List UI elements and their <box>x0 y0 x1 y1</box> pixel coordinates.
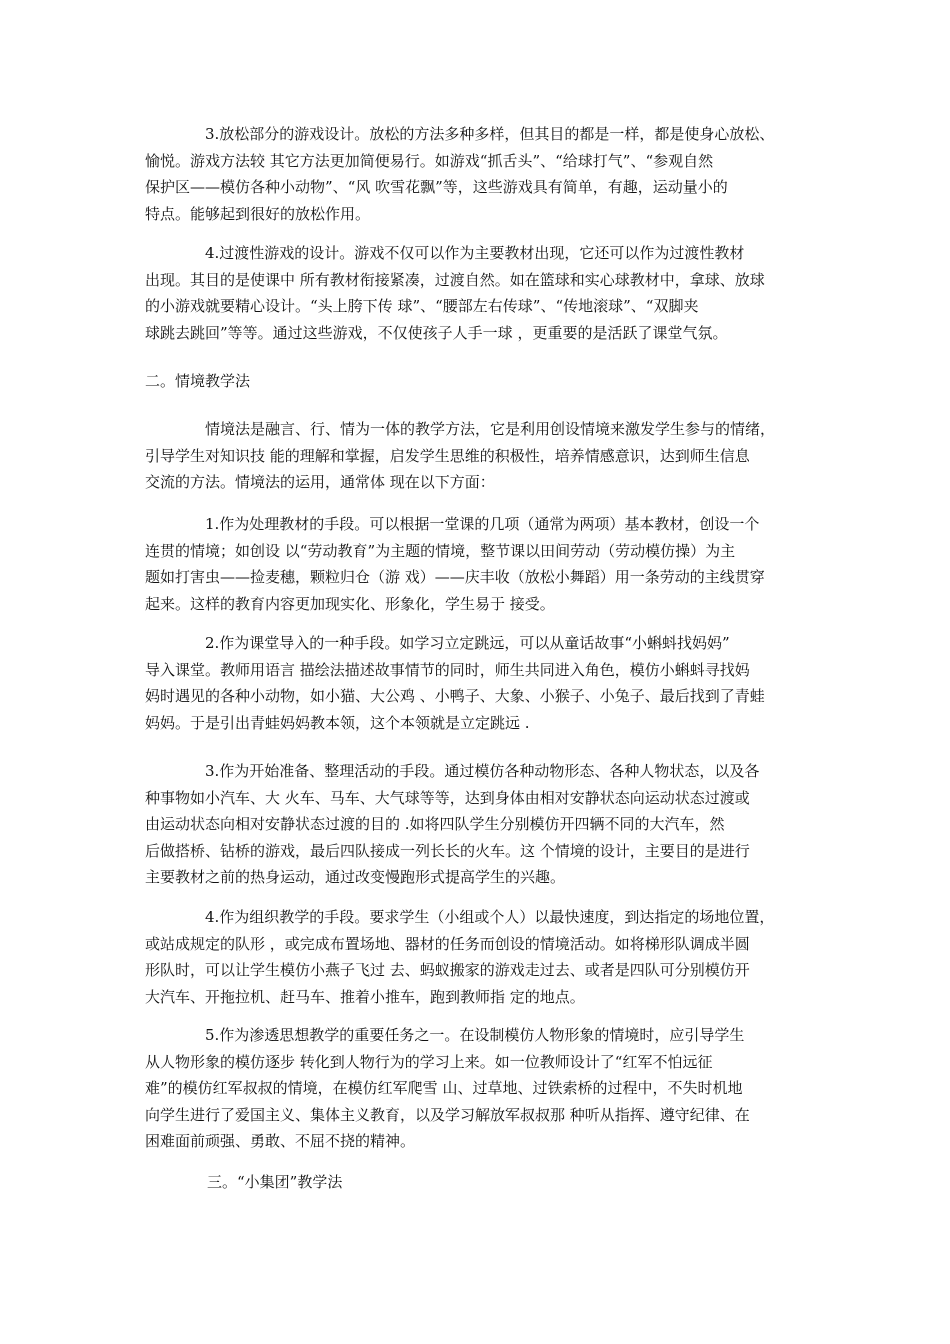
text-line: 妈时遇见的各种小动物，如小猫、大公鸡 、小鸭子、大象、小猴子、小兔子、最后找到了青蛙 <box>145 687 765 705</box>
text-line: 导入课堂。教师用语言 描绘法描述故事情节的同时，师生共同进入角色，模仿小蝌蚪寻找妈 <box>145 660 750 679</box>
text-line: 的小游戏就要精心设计。“头上胯下传 球”、“腰部左右传球”、“传地滚球”、“双脚夹 <box>145 297 699 315</box>
text-line: 4.过渡性游戏的设计。游戏不仅可以作为主要教材出现，它还可以作为过渡性教材 <box>205 244 745 262</box>
text-line: 难”的模仿红军叔叔的情境，在模仿红军爬雪 山、过草地、过铁索桥的过程中，不失时机地 <box>145 1079 743 1097</box>
paragraph-situational-intro <box>145 416 810 496</box>
section-heading-situational-method <box>145 368 810 395</box>
text-line: 特点。能够起到很好的放松作用。 <box>145 204 371 223</box>
text-line: 妈妈。于是引出青蛙妈妈教本领，这个本领就是立定跳远 . <box>145 713 530 732</box>
text-line: 形队时，可以让学生模仿小燕子飞过 去、蚂蚁搬家的游戏走过去、或者是四队可分别模仿开 <box>145 961 750 979</box>
text-line: 大汽车、开拖拉机、赶马车、推着小推车，跑到教师指 定的地点。 <box>145 987 585 1006</box>
text-line: 从人物形象的模仿逐步 转化到人物行为的学习上来。如一位教师设计了“红军不怕远征 <box>145 1052 713 1071</box>
text-line: 或站成规定的队形 ，或完成布置场地、器材的任务而创设的情境活动。如将梯形队调成半圆 <box>145 934 750 953</box>
text-line: 2.作为课堂导入的一种手段。如学习立定跳远，可以从童话故事“小蝌蚪找妈妈” <box>205 634 730 652</box>
section-heading: 二。情境教学法 <box>145 372 251 390</box>
text-line: 向学生进行了爱国主义、集体主义教育，以及学习解放军叔叔那 种听从指挥、遵守纪律、在 <box>145 1105 750 1124</box>
text-line: 由运动状态向相对安静状态过渡的目的 .如将四队学生分别模仿开四辆不同的大汽车，然 <box>145 815 725 833</box>
text-line: 3.放松部分的游戏设计。放松的方法多种多样，但其目的都是一样，都是使身心放松、 <box>205 125 775 143</box>
paragraph-situational-1 <box>145 511 810 617</box>
text-line: 引导学生对知识技 能的理解和掌握，启发学生思维的积极性，培养情感意识，达到师生信息 <box>145 446 750 465</box>
text-line: 球跳去跳回”等等。通过这些游戏，不仅使孩子人手一球 ，更重要的是活跃了课堂气氛。 <box>145 323 728 342</box>
text-line: 主要教材之前的热身运动，通过改变慢跑形式提高学生的兴趣。 <box>145 868 566 886</box>
text-line: 后做搭桥、钻桥的游戏，最后四队接成一列长长的火车。这 个情境的设计，主要目的是进行 <box>145 841 750 860</box>
text-line: 愉悦。游戏方法较 其它方法更加简便易行。如游戏“抓舌头”、“给球打气”、“参观自然 <box>145 151 714 170</box>
text-line: 情境法是融言、行、情为一体的教学方法，它是利用创设情境来激发学生参与的情绪， <box>205 420 776 438</box>
text-line: 题如打害虫——捡麦穗，颗粒归仓（游 戏）——庆丰收（放松小舞蹈）用一条劳动的主线贯穿 <box>145 568 765 586</box>
paragraph-situational-5 <box>145 1022 810 1155</box>
text-line: 4.作为组织教学的手段。要求学生（小组或个人）以最快速度，到达指定的场地位置， <box>205 908 775 926</box>
text-line: 交流的方法。情境法的运用，通常体 现在以下方面： <box>145 473 495 491</box>
text-line: 连贯的情境；如创设 以“劳动教育”为主题的情境，整节课以田间劳动（劳动模仿操）为主 <box>145 541 736 560</box>
text-line: 起来。这样的教育内容更加现实化、形象化，学生易于 接受。 <box>145 594 555 613</box>
text-line: 种事物如小汽车、大 火车、马车、大气球等等，达到身体由相对安静状态向运动状态过渡或 <box>145 788 750 807</box>
paragraph-situational-3 <box>145 758 810 891</box>
text-line: 保护区——模仿各种小动物”、“风 吹雪花飘”等，这些游戏具有简单，有趣，运动量小的 <box>145 178 728 196</box>
text-line: 困难面前顽强、勇敢、不屈不挠的精神。 <box>145 1132 416 1150</box>
section-heading-small-group-method <box>145 1169 810 1196</box>
paragraph-situational-4 <box>145 904 810 1010</box>
text-line: 1.作为处理教材的手段。可以根据一堂课的几项（通常为两项）基本教材，创设一个 <box>205 515 760 533</box>
paragraph-situational-2 <box>145 630 810 736</box>
text-line: 5.作为渗透思想教学的重要任务之一。在设制模仿人物形象的情境时，应引导学生 <box>205 1026 745 1044</box>
paragraph-relaxation-games <box>145 121 810 227</box>
text-line: 3.作为开始准备、整理活动的手段。通过模仿各种动物形态、各种人物状态，以及各 <box>205 762 760 780</box>
text-line: 出现。其目的是使课中 所有教材衔接紧凑，过渡自然。如在篮球和实心球教材中，拿球、放球 <box>145 270 765 289</box>
section-heading: 三。“小集团”教学法 <box>207 1173 343 1191</box>
paragraph-transition-games <box>145 240 810 346</box>
